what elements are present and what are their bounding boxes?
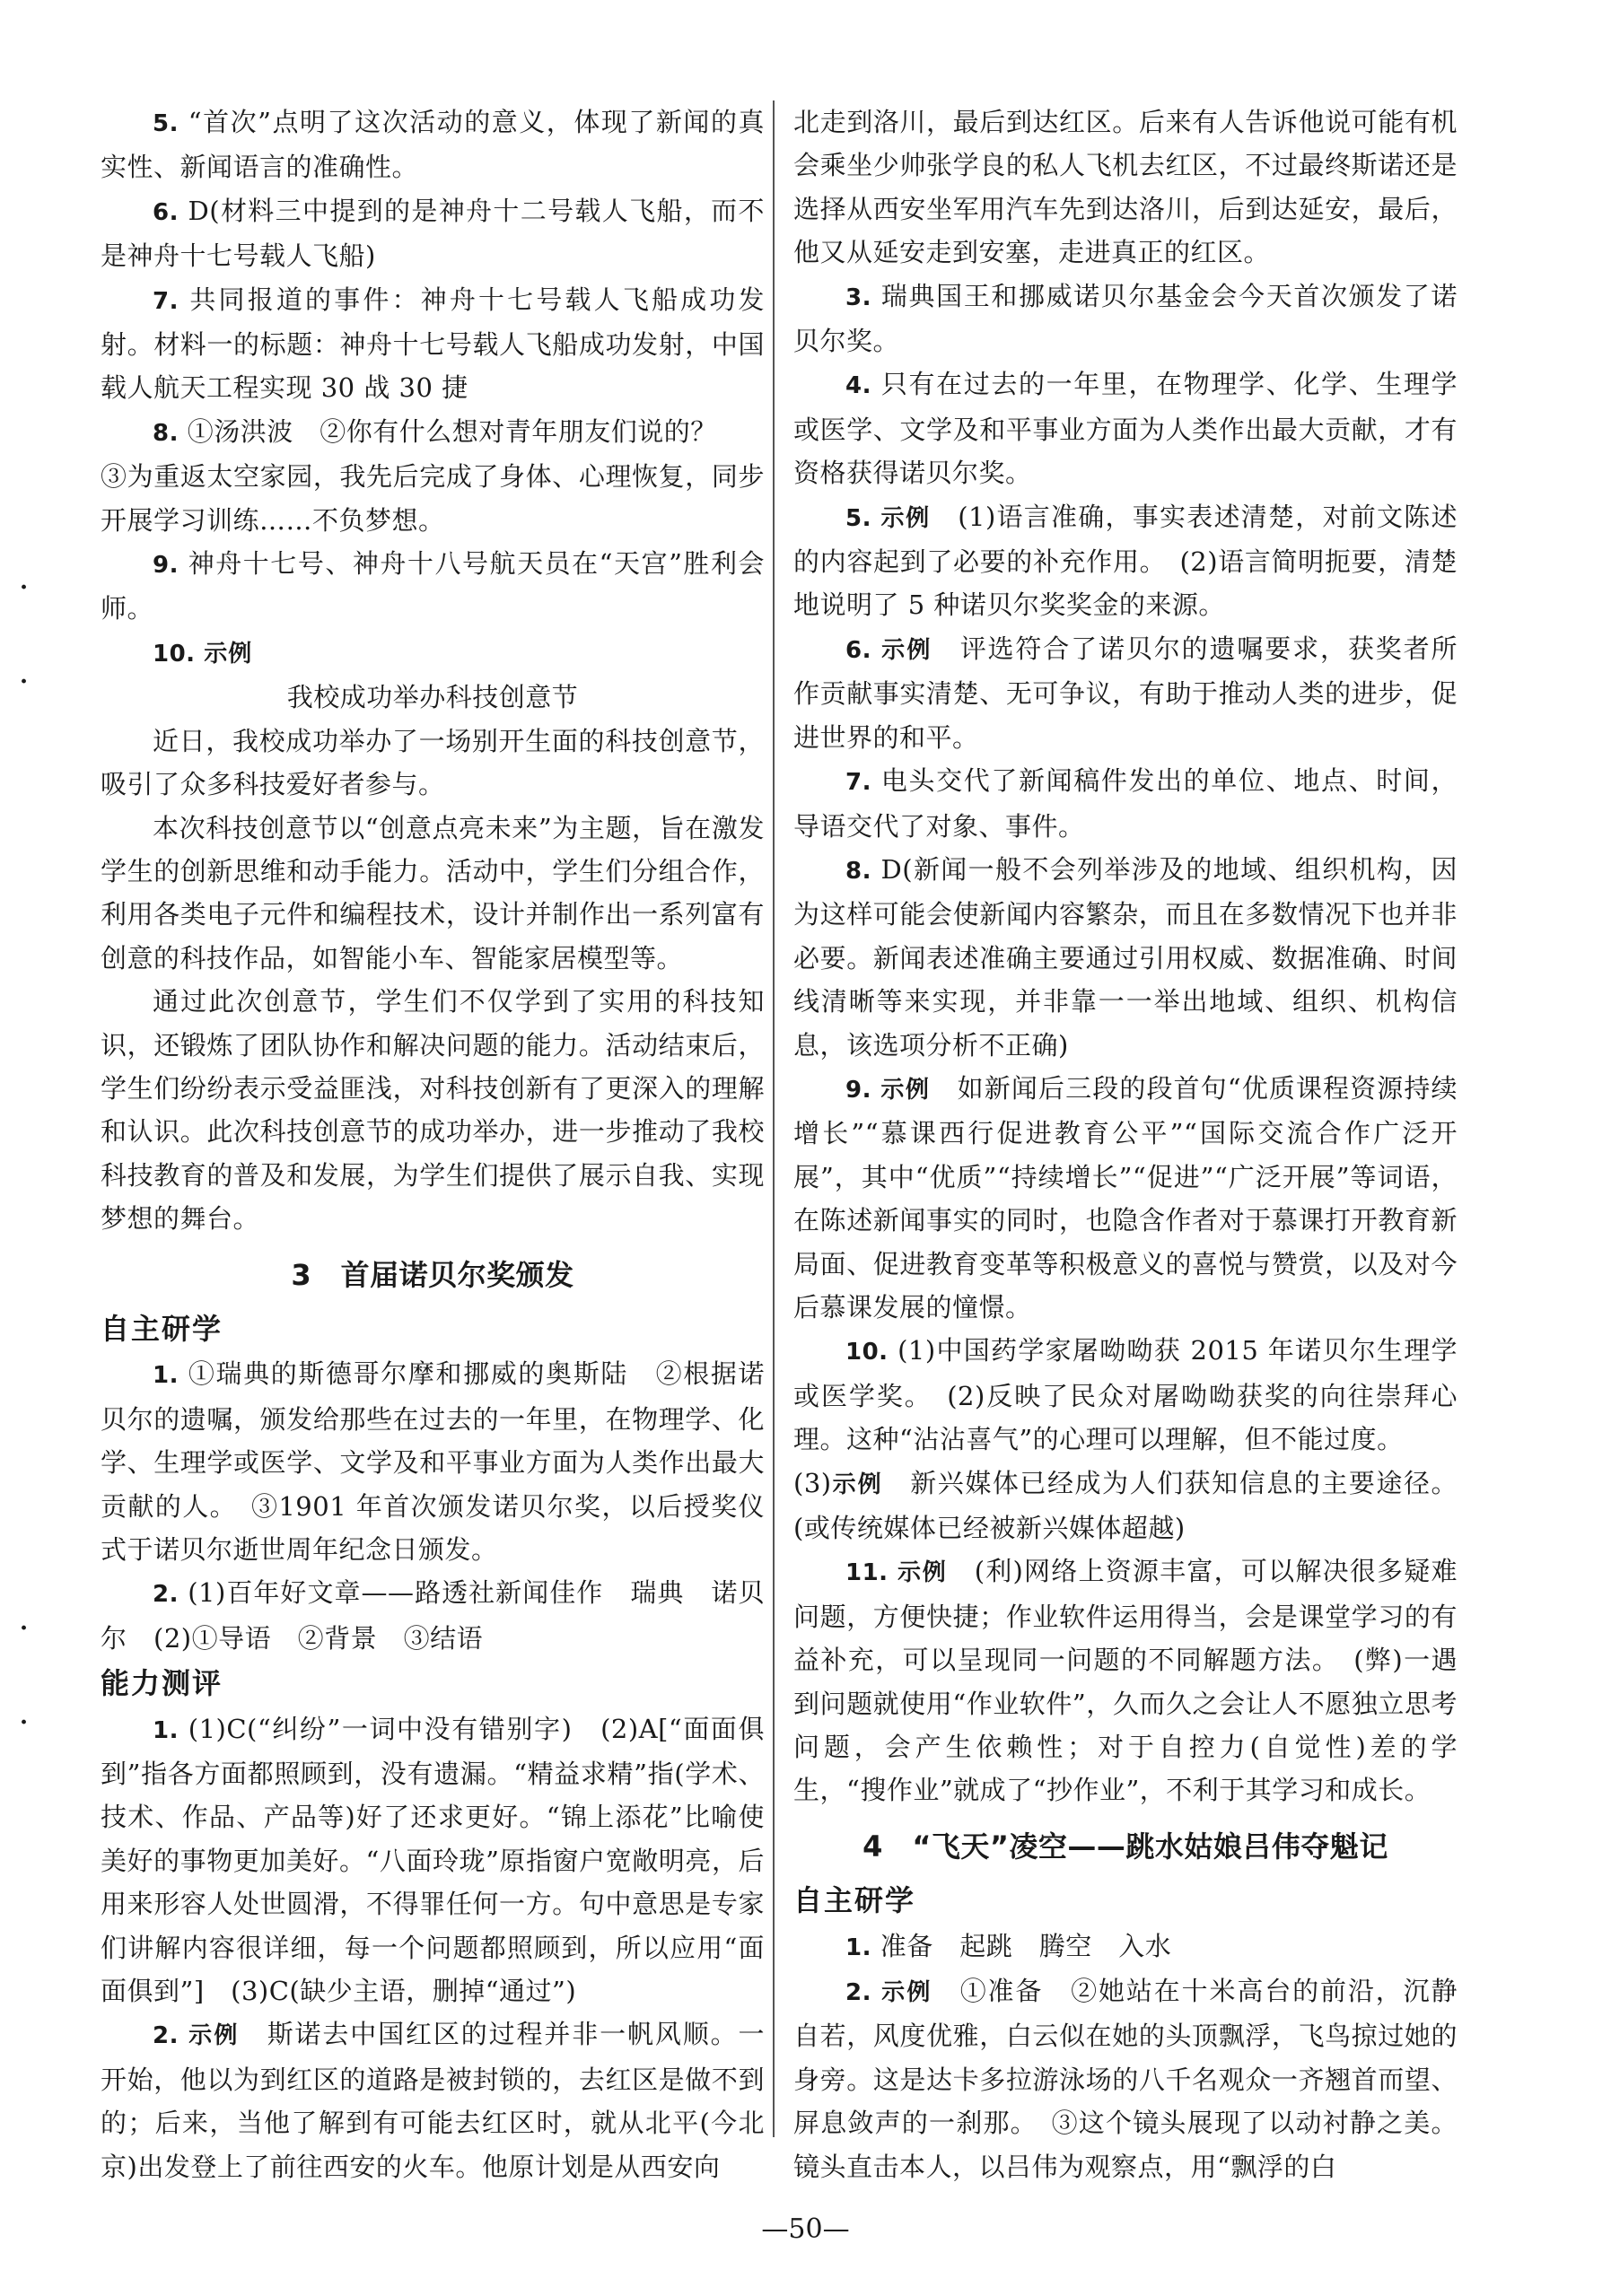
answer-item [101,1571,765,1660]
answer-text: 瑞典国王和挪威诺贝尔基金会今天首次颁发了诺贝尔奖。 [793,280,1458,357]
continuation-text [101,455,765,542]
example-label: 示例 [204,640,253,668]
margin-mark: · [20,668,29,695]
answer-number: 7. [153,287,179,315]
section-heading: 自主研学 [101,1311,223,1346]
answer-number: 5. [845,504,871,532]
answer-item [101,189,765,278]
answer-text: ①瑞典的斯德哥尔摩和挪威的奥斯陆 ②根据诺贝尔的遗嘱，颁发给那些在过去的一年里，在物理学、化学、生理学或医学、文学及和平事业方面为人类作出最大贡献的人。 ③1901 年首次颁发诺贝尔奖，以后授奖仪式于诺贝尔逝世周年纪念日颁发。 [101,1358,765,1565]
answer-item [793,1925,1458,1969]
answer-number: 1. [153,1362,179,1390]
answer-text: (1)百年好文章——路透社新闻佳作 瑞典 诺贝尔 (2)①导语 ②背景 ③结语 [101,1577,765,1654]
answer-text: D(材料三中提到的是神舟十二号载人飞船，而不是神舟十七号载人飞船) [101,195,766,272]
answer-number: 4. [845,372,871,400]
essay-paragraph: 通过此次创意节，学生们不仅学到了实用的科技知识，还锻炼了团队协作和解决问题的能力。活动结束后，学生们纷纷表示受益匪浅，对科技创新有了更深入的理解和认识。此次科技创意节的成功举办，进一步推动了我校科技教育的普及和发展，为学生们提供了展示自我、实现梦想的舞台。 [101,986,765,1235]
answer-item [793,627,1458,759]
answer-text: 神舟十七号、神舟十八号航天员在“天宫”胜利会师。 [101,548,765,624]
answer-number: 11. [845,1559,889,1587]
answer-text: D(新闻一般不会列举涉及的地域、组织机构，因为这样可能会使新闻内容繁杂，而且在多数情况下也并非必要。新闻表述准确主要通过引用权威、数据准确、时间线清晰等来实现，并非靠一一举出地域、组织、机构信息，该选项分析不正确) [793,853,1458,1061]
answer-number: 6. [153,198,179,226]
right-column [793,100,1458,2188]
answer-number: 8. [845,857,871,885]
answer-text: 斯诺去中国红区的过程并非一帆风顺。一开始，他以为到红区的道路是被封锁的，去红区是做不到的；后来，当他了解到有可能去红区时，就从北平(今北京)出发登上了前往西安的火车。他原计划是从西安向 [101,2019,765,2182]
answer-item [101,410,765,455]
answer-item [793,1550,1458,1811]
section-heading: 能力测评 [101,1666,223,1701]
answer-text: (1)C(“纠纷”一词中没有错别字) (2)A[“面面俱到”指各方面都照顾到，没有遗漏。“精益求精”指(学术、技术、作品、产品等)好了还求更好。“锦上添花”比喻使美好的事物更加美好。“八面玲珑”原指窗户宽敞明亮，后用来形容人处世圆滑，不得罪任何一方。句中意思是专家们讲解内容很详细，每一个问题都照顾到，所以应用“面面俱到”] (3)C(缺少主语，删掉“通过”) [101,1713,765,2007]
example-label: 示例 [881,1979,932,2007]
answer-item [101,542,765,631]
answer-item [793,1969,1458,2188]
answer-item [101,1352,765,1571]
continuation-text [793,1462,1458,1550]
margin-mark: · [20,1709,29,1736]
answer-item [101,631,765,676]
answer-text: (1)中国药学家屠呦呦获 2015 年诺贝尔生理学或医学奖。 (2)反映了民众对屠呦呦获奖的向往崇拜心理。这种“沾沾喜气”的心理可以理解，但不能过度。 [793,1335,1458,1455]
answer-text: 电头交代了新闻稿件发出的单位、地点、时间，导语交代了对象、事件。 [793,765,1458,842]
answer-number: 10. [845,1339,889,1366]
answer-item [793,1329,1458,1461]
answer-number: 3. [845,284,871,311]
answer-item [793,362,1458,494]
example-label: 示例 [188,2022,240,2050]
answer-number: 9. [153,552,179,580]
answer-number: 8. [153,419,179,447]
answer-text: ①准备 ②她站在十米高台的前沿，沉静自若，风度优雅，白云似在她的头顶飘浮，飞鸟掠过她的身旁。这是达卡多拉游泳场的八千名观众一齐翘首而望、屏息敛声的一刹那。 ③这个镜头展现了以动衬静之美。镜头直击本人，以吕伟为观察点，用“飘浮的白 [793,1976,1458,2182]
answer-text: 北走到洛川，最后到达红区。后来有人告诉他说可能有机会乘坐少帅张学良的私人飞机去红区，不过最终斯诺还是选择从西安坐军用汽车先到达洛川，后到达延安，最后，他又从延安走到安塞，走进真正的红区。 [793,107,1458,268]
left-column [101,100,765,2188]
answer-item [793,1067,1458,1329]
answer-text: 评选符合了诺贝尔的遗嘱要求，获奖者所作贡献事实清楚、无可争议，有助于推动人类的进步，促进世界的和平。 [793,633,1458,753]
answer-number: 1. [845,1934,871,1961]
answer-item [793,495,1458,627]
page-number: —50— [761,2213,850,2245]
essay-paragraph: 近日，我校成功举办了一场别开生面的科技创意节，吸引了众多科技爱好者参与。 [101,725,765,800]
answer-item [101,1707,765,2013]
example-label: 示例 [880,1076,931,1104]
answer-number: 1. [153,1716,179,1744]
answer-item [793,275,1458,363]
answer-text: 新兴媒体已经成为人们获知信息的主要途径。(或传统媒体已经被新兴媒体超越) [793,1467,1458,1543]
answer-text: 如新闻后三段的段首句“优质课程资源持续增长”“慕课西行促进教育公平”“国际交流合作广泛开展”，其中“优质”“持续增长”“促进”“广泛开展”等词语，在陈述新闻事实的同时，也隐含作者对于慕课打开教育新局面、促进教育变革等积极意义的喜悦与赞赏，以及对今后慕课发展的憧憬。 [793,1072,1458,1323]
answer-number: 2. [153,2022,179,2050]
section-heading: 自主研学 [793,1883,916,1918]
answer-item [101,278,765,410]
answer-item [793,848,1458,1067]
answer-number: 6. [845,636,871,664]
continuation-text [793,100,1458,275]
answer-number: 9. [845,1076,871,1104]
answer-number: 2. [845,1979,871,2007]
answer-text: 只有在过去的一年里，在物理学、化学、生理学或医学、文学及和平事业方面为人类作出最大贡献，才有资格获得诺贝尔奖。 [793,369,1458,489]
answer-text: 共同报道的事件：神舟十七号载人飞船成功发射。材料一的标题：神舟十七号载人飞船成功发射，中国载人航天工程实现 30 战 30 捷 [101,284,765,404]
margin-mark: · [20,574,29,601]
section-title: 4 “飞天”凌空——跳水姑娘吕伟夺魁记 [862,1829,1388,1864]
answer-text: ③为重返太空家园，我先后完成了身体、心理恢复，同步开展学习训练……不负梦想。 [101,461,765,536]
answer-text: (1)语言准确，事实表述清楚，对前文陈述的内容起到了必要的补充作用。 (2)语言简明扼要，清楚地说明了 5 种诺贝尔奖奖金的来源。 [793,501,1458,621]
column-divider [773,100,775,2137]
answer-text: “首次”点明了这次活动的意义，体现了新闻的真实性、新闻语言的准确性。 [101,107,765,183]
answer-number: 2. [153,1581,179,1609]
margin-mark: · [20,1615,29,1642]
answer-item [793,759,1458,848]
answer-prefix: (3) [793,1467,832,1498]
section-title: 3 首届诺贝尔奖颁发 [291,1257,574,1292]
answer-item [101,100,765,189]
answer-text: ①汤洪波 ②你有什么想对青年朋友们说的？ [187,415,717,447]
essay-paragraph: 本次科技创意节以“创意点亮未来”为主题，旨在激发学生的创新思维和动手能力。活动中，学生们分组合作，利用各类电子元件和编程技术，设计并制作出一系列富有创意的科技作品，如智能小车、智能家居模型等。 [101,812,765,973]
answer-number: 5. [153,110,179,137]
answer-text: 准备 起跳 腾空 入水 [880,1930,1172,1961]
answer-item [101,2012,765,2188]
essay-title: 我校成功举办科技创意节 [286,682,579,713]
example-label: 示例 [897,1559,948,1587]
answer-number: 7. [845,769,871,797]
answer-number: 10. [153,640,196,668]
example-label: 示例 [880,504,931,532]
answer-text: (利)网络上资源丰富，可以解决很多疑难问题，方便快捷；作业软件运用得当，会是课堂学习的有益补充，可以呈现同一问题的不同解题方法。 (弊)一遇到问题就使用“作业软件”，久而久之会让人不愿独立思考问题，会产生依赖性；对于自控力(自觉性)差的学生，“搜作业”就成了“抄作业”，不利于其学习和成长。 [793,1556,1458,1806]
example-label: 示例 [881,636,932,664]
example-label: 示例 [831,1471,883,1498]
